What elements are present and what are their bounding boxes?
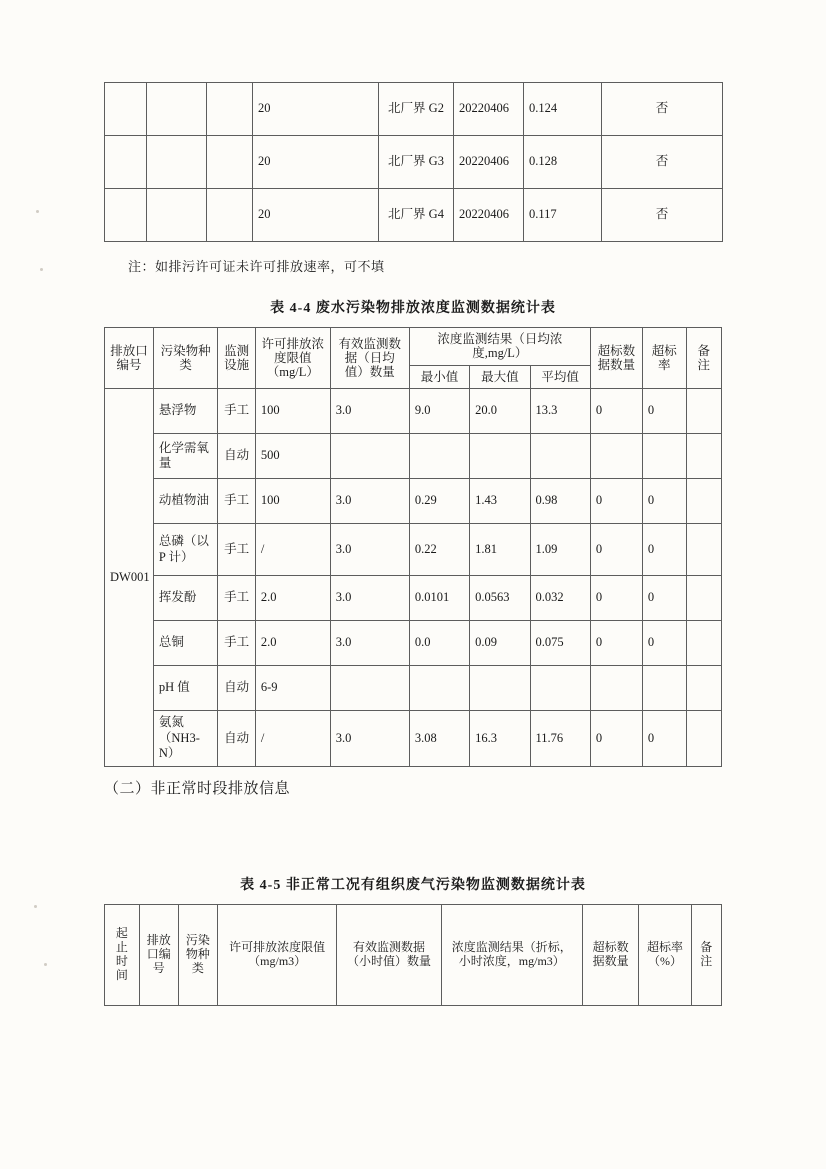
header-min: 最小值 xyxy=(409,365,469,388)
header-valid-count: 有效监测数据（小时值）数量 xyxy=(337,905,441,1006)
cell-value: 0.117 xyxy=(524,189,602,242)
cell-date: 20220406 xyxy=(454,189,524,242)
cell-max: 20.0 xyxy=(470,389,530,434)
cell-value: 0.124 xyxy=(524,83,602,136)
table-row xyxy=(105,524,722,576)
cell-max: 0.0563 xyxy=(470,576,530,621)
cell-limit: 500 xyxy=(255,434,330,479)
cell-facility: 手工 xyxy=(218,621,255,666)
cell-exceed-rate: 0 xyxy=(642,524,686,576)
subsection-title: （二）非正常时段排放信息 xyxy=(104,781,291,797)
header-facility: 监测设施 xyxy=(218,328,255,389)
cell-pollutant: 氨氮（NH3-N） xyxy=(153,711,218,767)
table-gas-continued xyxy=(104,82,723,242)
cell-avg: 13.3 xyxy=(530,389,590,434)
cell-min: 0.0101 xyxy=(409,576,469,621)
cell-valid-count: 3.0 xyxy=(330,621,409,666)
cell-facility: 手工 xyxy=(218,389,255,434)
table-44-body xyxy=(105,328,722,767)
header-remark: 备注 xyxy=(691,905,721,1006)
cell-rate: 20 xyxy=(253,136,379,189)
cell-min: 0.22 xyxy=(409,524,469,576)
cell-exceed-rate xyxy=(642,434,686,479)
cell-date: 20220406 xyxy=(454,136,524,189)
scan-speck xyxy=(34,905,37,908)
document-content xyxy=(104,82,722,1006)
cell-min: 3.08 xyxy=(409,711,469,767)
table-abnormal-gas-monitoring xyxy=(104,904,722,1006)
cell-avg: 0.98 xyxy=(530,479,590,524)
cell-min: 9.0 xyxy=(409,389,469,434)
cell-facility: 自动 xyxy=(218,666,255,711)
cell-valid-count xyxy=(330,434,409,479)
cell-avg: 11.76 xyxy=(530,711,590,767)
cell-limit: / xyxy=(255,711,330,767)
table-45-body xyxy=(105,905,722,1006)
cell-remark xyxy=(686,524,721,576)
cell-rate: 20 xyxy=(253,189,379,242)
cell-blank-3 xyxy=(207,189,253,242)
scan-speck xyxy=(44,963,47,966)
header-outlet-no: 排放口编号 xyxy=(105,328,154,389)
cell-blank-3 xyxy=(207,136,253,189)
table-wastewater-concentration xyxy=(104,327,722,767)
table-row xyxy=(105,576,722,621)
cell-value: 0.128 xyxy=(524,136,602,189)
cell-max: 1.81 xyxy=(470,524,530,576)
table-row xyxy=(105,621,722,666)
cell-limit: 100 xyxy=(255,479,330,524)
cell-valid-count: 3.0 xyxy=(330,389,409,434)
cell-blank-2 xyxy=(147,189,207,242)
table-row xyxy=(105,666,722,711)
header-pollutant: 污染物种类 xyxy=(178,905,217,1006)
table-row xyxy=(105,83,723,136)
cell-exceed-rate: 0 xyxy=(642,576,686,621)
cell-valid-count: 3.0 xyxy=(330,524,409,576)
cell-min: 0.0 xyxy=(409,621,469,666)
cell-valid-count: 3.0 xyxy=(330,576,409,621)
header-exceed-rate: 超标率 xyxy=(642,328,686,389)
cell-pollutant: 悬浮物 xyxy=(153,389,218,434)
header-valid-count: 有效监测数据（日均值）数量 xyxy=(330,328,409,389)
cell-exceed-rate: 0 xyxy=(642,621,686,666)
cell-remark xyxy=(686,434,721,479)
cell-max: 1.43 xyxy=(470,479,530,524)
cell-blank-2 xyxy=(147,83,207,136)
header-limit: 许可排放浓度限值（mg/m3） xyxy=(217,905,336,1006)
scan-speck xyxy=(36,210,39,213)
header-result-group: 浓度监测结果（折标，小时浓度，mg/m3） xyxy=(441,905,582,1006)
cell-pollutant: pH 值 xyxy=(153,666,218,711)
header-pollutant: 污染物种类 xyxy=(153,328,218,389)
cell-exceed-count: 0 xyxy=(590,621,642,666)
cell-facility: 自动 xyxy=(218,711,255,767)
table-note: 注：如排污许可证未许可排放速率，可不填 xyxy=(128,259,385,274)
cell-limit: 2.0 xyxy=(255,576,330,621)
table-header-row-1 xyxy=(105,328,722,366)
header-limit: 许可排放浓度限值（mg/L） xyxy=(255,328,330,389)
cell-facility: 手工 xyxy=(218,576,255,621)
cell-remark xyxy=(686,389,721,434)
cell-limit: 2.0 xyxy=(255,621,330,666)
cell-max xyxy=(470,666,530,711)
header-remark: 备注 xyxy=(686,328,721,389)
header-outlet-no: 排放口编号 xyxy=(139,905,178,1006)
cell-exceed-count: 0 xyxy=(590,479,642,524)
table-row xyxy=(105,711,722,767)
cell-outlet-no: DW001 xyxy=(105,389,154,767)
table-45-caption: 表 4-5 非正常工况有组织废气污染物监测数据统计表 xyxy=(240,878,586,893)
cell-remark xyxy=(686,666,721,711)
cell-exceed-rate: 0 xyxy=(642,389,686,434)
cell-facility: 手工 xyxy=(218,524,255,576)
cell-point: 北厂界 G2 xyxy=(379,83,454,136)
cell-remark xyxy=(686,576,721,621)
table-44-caption: 表 4-4 废水污染物排放浓度监测数据统计表 xyxy=(270,301,556,316)
cell-exceed-count xyxy=(590,434,642,479)
cell-valid-count: 3.0 xyxy=(330,711,409,767)
cell-remark xyxy=(686,711,721,767)
cell-valid-count xyxy=(330,666,409,711)
cell-limit: 100 xyxy=(255,389,330,434)
cell-blank-1 xyxy=(105,189,147,242)
cell-point: 北厂界 G3 xyxy=(379,136,454,189)
cell-avg xyxy=(530,434,590,479)
cell-pollutant: 化学需氧量 xyxy=(153,434,218,479)
table-header-row xyxy=(105,905,722,1006)
cell-limit: 6-9 xyxy=(255,666,330,711)
cell-max xyxy=(470,434,530,479)
cell-avg: 0.075 xyxy=(530,621,590,666)
cell-facility: 手工 xyxy=(218,479,255,524)
cell-rate: 20 xyxy=(253,83,379,136)
cell-pollutant: 总磷（以 P 计） xyxy=(153,524,218,576)
cell-min: 0.29 xyxy=(409,479,469,524)
cell-exceed-count: 0 xyxy=(590,711,642,767)
table-gas-continued-body xyxy=(105,83,723,242)
header-avg: 平均值 xyxy=(530,365,590,388)
cell-exceed-count xyxy=(590,666,642,711)
spacer xyxy=(104,798,722,844)
cell-exceed-rate: 0 xyxy=(642,711,686,767)
table-row xyxy=(105,434,722,479)
cell-avg: 0.032 xyxy=(530,576,590,621)
header-exceed-count: 超标数据数量 xyxy=(590,328,642,389)
cell-blank-3 xyxy=(207,83,253,136)
scan-speck xyxy=(40,268,43,271)
cell-exceed-count: 0 xyxy=(590,576,642,621)
cell-pollutant: 动植物油 xyxy=(153,479,218,524)
cell-valid-count: 3.0 xyxy=(330,479,409,524)
header-exceed-rate: 超标率（%） xyxy=(639,905,691,1006)
header-exceed-count: 超标数据数量 xyxy=(582,905,638,1006)
cell-max: 16.3 xyxy=(470,711,530,767)
table-row xyxy=(105,479,722,524)
cell-exceed-rate: 0 xyxy=(642,479,686,524)
cell-limit: / xyxy=(255,524,330,576)
cell-min xyxy=(409,434,469,479)
cell-exceed: 否 xyxy=(602,189,723,242)
cell-remark xyxy=(686,479,721,524)
cell-avg: 1.09 xyxy=(530,524,590,576)
cell-point: 北厂界 G4 xyxy=(379,189,454,242)
cell-date: 20220406 xyxy=(454,83,524,136)
cell-blank-1 xyxy=(105,136,147,189)
cell-pollutant: 总铜 xyxy=(153,621,218,666)
cell-exceed: 否 xyxy=(602,136,723,189)
header-max: 最大值 xyxy=(470,365,530,388)
cell-facility: 自动 xyxy=(218,434,255,479)
cell-min xyxy=(409,666,469,711)
cell-exceed: 否 xyxy=(602,83,723,136)
header-result-group: 浓度监测结果（日均浓度,mg/L） xyxy=(409,328,590,366)
cell-exceed-rate xyxy=(642,666,686,711)
table-row xyxy=(105,136,723,189)
table-row xyxy=(105,189,723,242)
cell-exceed-count: 0 xyxy=(590,524,642,576)
cell-max: 0.09 xyxy=(470,621,530,666)
cell-remark xyxy=(686,621,721,666)
cell-exceed-count: 0 xyxy=(590,389,642,434)
cell-blank-2 xyxy=(147,136,207,189)
table-row xyxy=(105,389,722,434)
cell-blank-1 xyxy=(105,83,147,136)
cell-avg xyxy=(530,666,590,711)
cell-pollutant: 挥发酚 xyxy=(153,576,218,621)
header-start-end-time: 起止时间 xyxy=(105,905,140,1006)
